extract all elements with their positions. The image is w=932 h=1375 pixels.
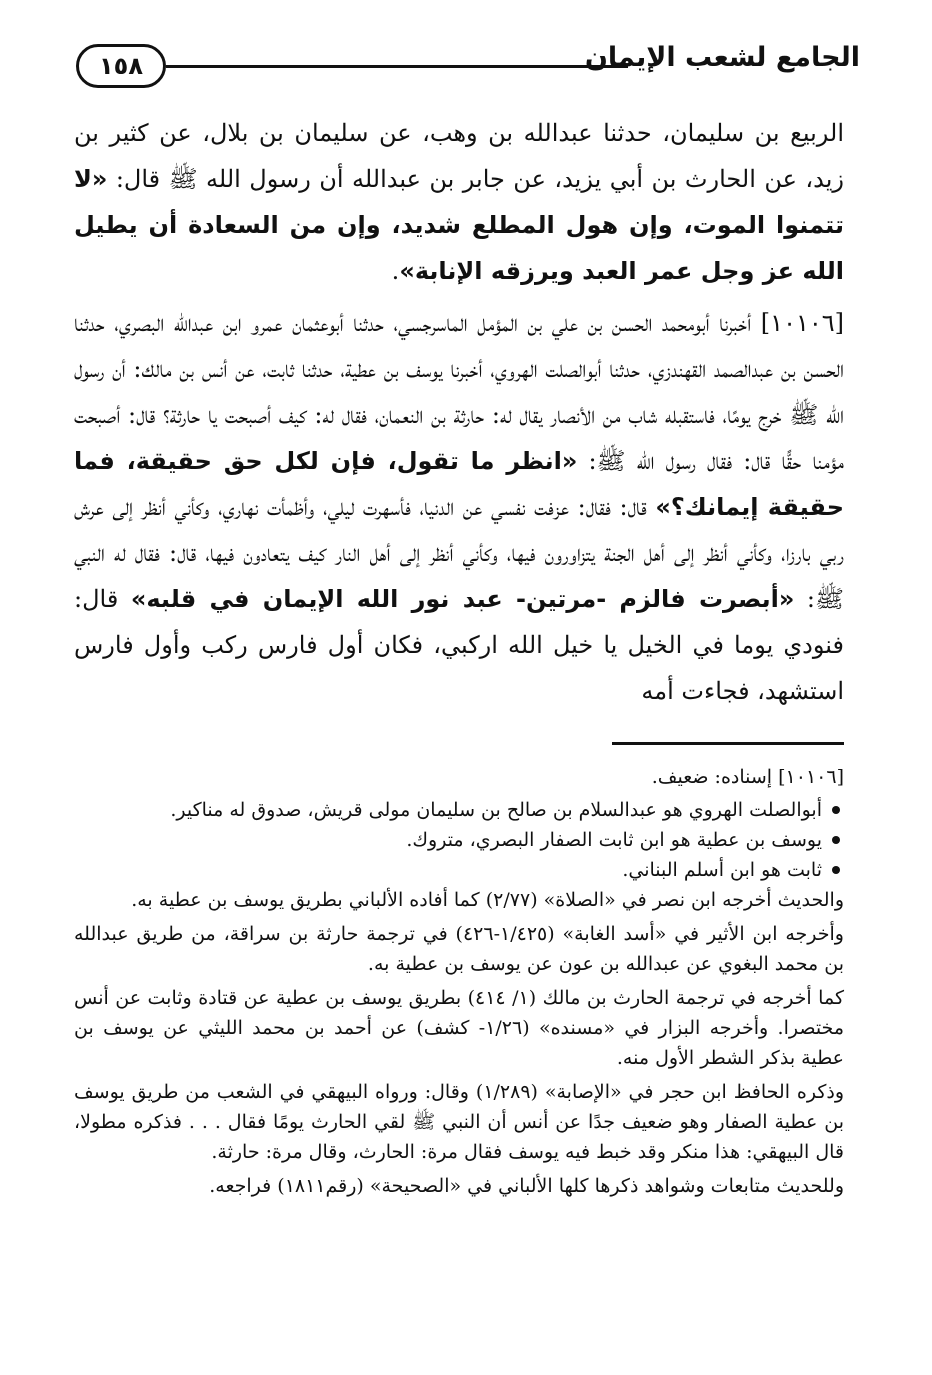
hadith-quote: «انظر ما تقول، فإن لكل حق حقيقة، فما حقيقة إيمانك؟»	[74, 447, 844, 521]
footnote-paragraph: وللحديث متابعات وشواهد ذكرها كلها الألباني في «الصحيحة» (رقم١٨١١) فراجعه.	[209, 1175, 844, 1197]
footnote-bullet: أبوالصلت الهروي هو عبدالسلام بن صالح بن سليمان مولى قريش، صدوق له مناكير.	[74, 795, 844, 825]
narration-text: قال: فنودي يوما في الخيل يا خيل الله اركبي، فكان أول فارس ركب وأول فارس استشهد، فجاءت أمه	[74, 585, 844, 705]
page-header	[60, 38, 860, 98]
hadith-quote: «لا تتمنوا الموت، وإن هول المطلع شديد، وإن من السعادة أن يطيل الله عز وجل عمر العبد ويرزقه الإنابة»	[74, 165, 844, 285]
book-title: الجامع لشعب الإيمان	[584, 42, 860, 73]
header-rule	[166, 65, 628, 68]
footnote-bullet: ثابت هو ابن أسلم البناني.	[74, 855, 844, 885]
footnote-heading: [١٠١٠٦] إسناده: ضعيف.	[651, 766, 844, 788]
narration-chain: [١٠١٠٦] أخبرنا أبومحمد الحسن بن علي بن المؤمل الماسرجسي، حدثنا أبوعثمان عمرو ابن عبدالله البصري، حدثنا الحسن بن عبدالصمد القهندزي، حدثنا أبوالصلت الهروي، أخبرنا يوسف بن عطية، حدثنا ثابت، عن أنس بن مالك: أن رسول الله ﷺ خرج يومًا، فاستقبله شاب من الأنصار يقال له: حارثة بن النعمان، فقال له: كيف أصبحت يا حارثة؟ قال: أصبحت مؤمنا حقًّا قال: فقال رسول الله ﷺ:	[74, 309, 845, 475]
footnote-paragraph: وذكره الحافظ ابن حجر في «الإصابة» (١/٢٨٩) وقال: ورواه البيهقي في الشعب من طريق يوسف بن عطية الصفار وهو ضعيف جدًا عن أنس أن النبي ﷺ لقي الحارث يومًا فقال . . . فذكره مطولا، قال البيهقي: هذا منكر وقد خبط فيه يوسف فقال مرة: الحارث، وقال مرة: حارثة.	[74, 1081, 845, 1163]
main-text	[74, 110, 844, 720]
footnote-separator	[612, 742, 844, 745]
paragraph-end-mark: .	[391, 257, 400, 285]
footnote-bullet-list	[74, 795, 844, 885]
hadith-quote: «أبصرت فالزم -مرتين- عبد نور الله الإيمان في قلبه»	[130, 585, 795, 613]
narration-chain: الربيع بن سليمان، حدثنا عبدالله بن وهب، عن سليمان بن بلال، عن كثير بن زيد، عن الحارث بن أبي يزيد، عن جابر بن عبدالله أن رسول الله ﷺ قال:	[74, 119, 844, 193]
paragraph-hadith-10106	[74, 300, 844, 714]
paragraph-hadith-continuation	[74, 110, 844, 294]
footnote-bullet: يوسف بن عطية هو ابن ثابت الصفار البصري، متروك.	[74, 825, 844, 855]
footnotes	[74, 762, 844, 1205]
footnote-paragraph: كما أخرجه في ترجمة الحارث بن مالك (١/ ٤١٤) بطريق يوسف بن عطية عن قتادة وثابت عن أنس مختصرا. وأخرجه البزار في «مسنده» (١/٢٦- كشف) عن أحمد بن محمد الليثي عن يوسف بن عطية بذكر الشطر الأول منه.	[74, 987, 844, 1069]
footnote-paragraph: وأخرجه ابن الأثير في «أسد الغابة» (١/٤٢٥-٤٢٦) في ترجمة حارثة بن سراقة، من طريق عبدالله بن محمد البغوي عن عبدالله بن عون عن يوسف بن عطية به.	[74, 923, 844, 975]
page-number: ١٥٨	[76, 44, 166, 88]
narration-text: قال: فقال: عزفت نفسي عن الدنيا، فأسهرت ليلي، وأظمأت نهاري، وكأني أنظر إلى عرش ربي بارزا، وكأني أنظر إلى أهل الجنة يتزاورون فيها، وكأني أنظر إلى أهل النار كيف يتعادون فيها، قال: فقال له النبي ﷺ:	[74, 493, 845, 613]
footnote-paragraph: والحديث أخرجه ابن نصر في «الصلاة» (٢/٧٧) كما أفاده الألباني بطريق يوسف بن عطية به.	[131, 889, 844, 911]
